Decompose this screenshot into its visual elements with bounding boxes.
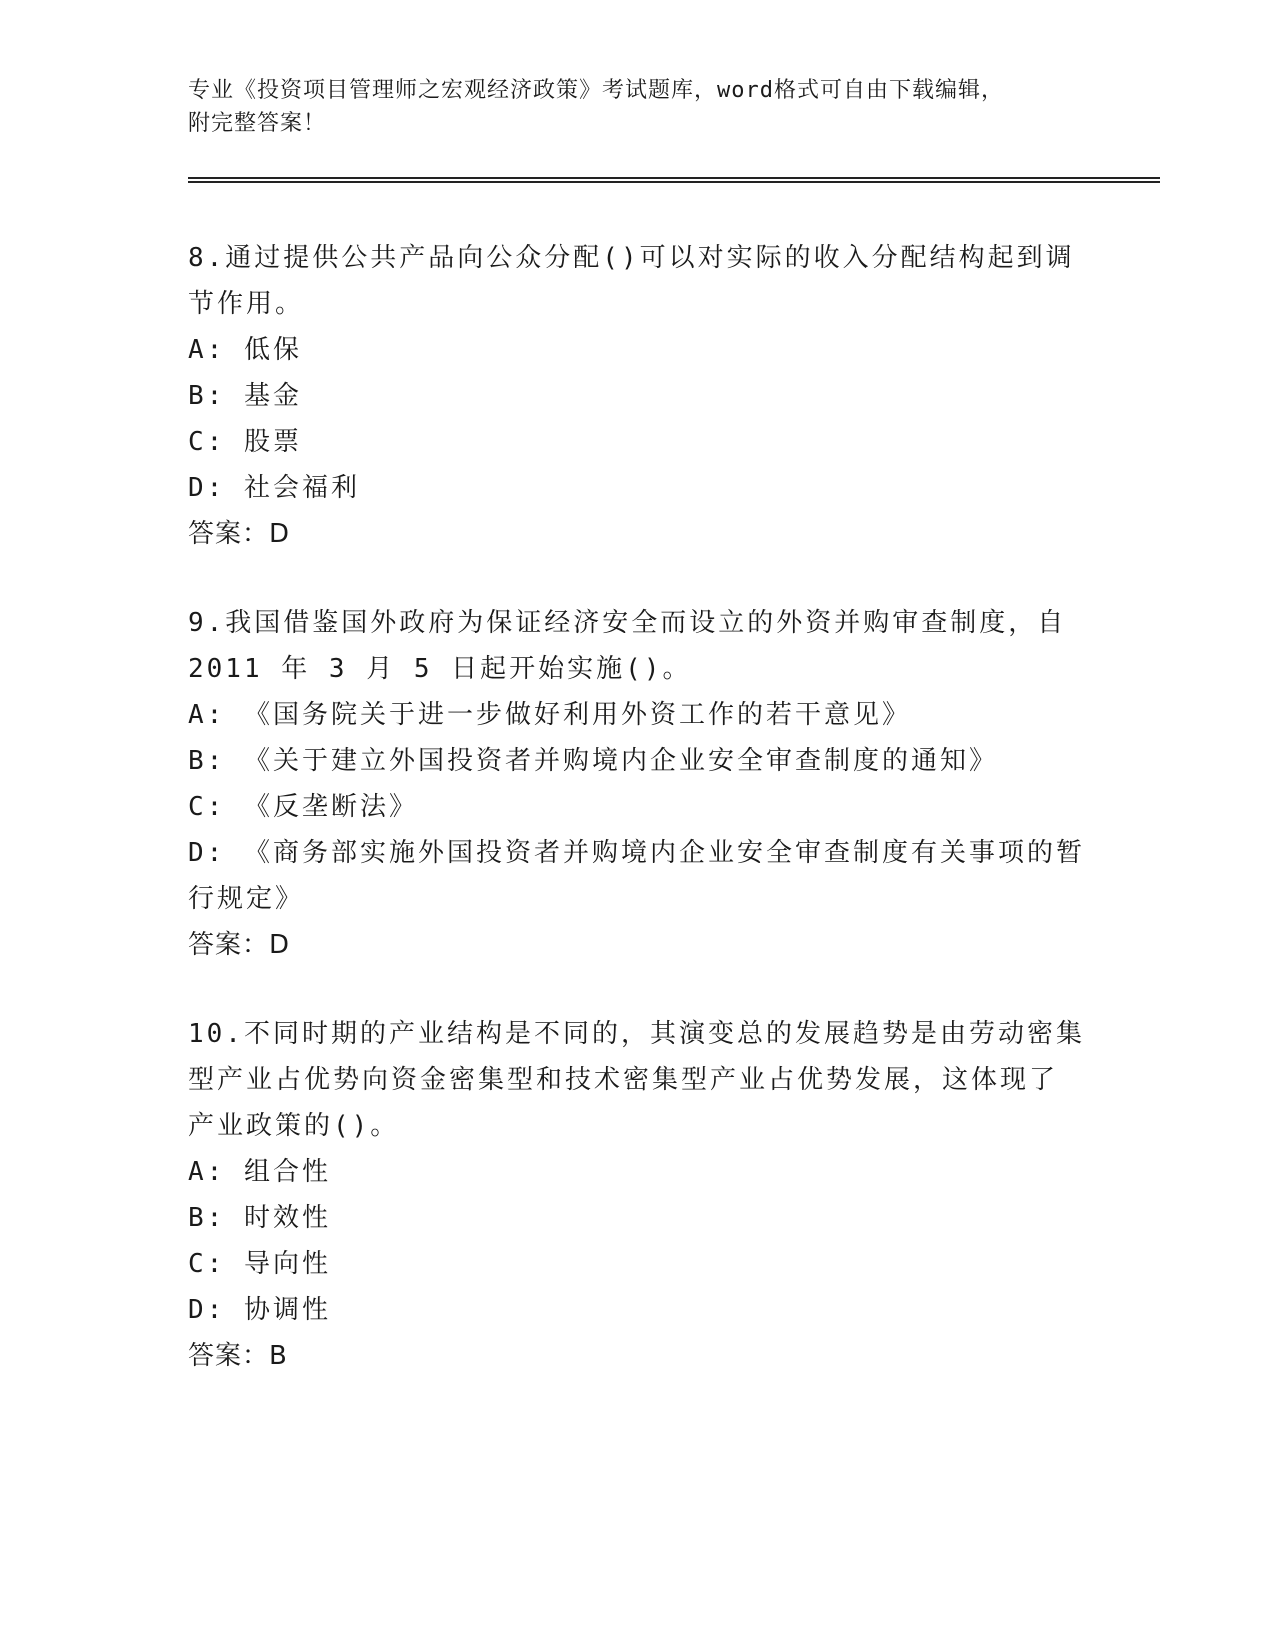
option-b: B: 基金 [188,381,302,411]
question-10 [188,1011,1088,1379]
answer-label: 答案：D [188,930,291,960]
document-header [188,74,1088,140]
question-stem-line: 10.不同时期的产业结构是不同的，其演变总的发展趋势是由劳动密集 [188,1019,1085,1049]
option-d-continued: 行规定》 [188,884,305,914]
header-divider [188,177,1160,183]
header-line-1: 专业《投资项目管理师之宏观经济政策》考试题库，word格式可自由下载编辑， [188,78,1004,103]
answer-label: 答案：B [188,1341,288,1371]
question-9 [188,600,1088,968]
option-d: D: 社会福利 [188,473,360,503]
option-c: C: 《反垄断法》 [188,792,418,822]
option-a: A: 《国务院关于进一步做好利用外资工作的若干意见》 [188,700,911,730]
header-line-2: 附完整答案！ [188,111,327,136]
option-d: D: 协调性 [188,1295,331,1325]
option-b: B: 《关于建立外国投资者并购境内企业安全审查制度的通知》 [188,746,998,776]
question-stem-line: 2011 年 3 月 5 日起开始实施()。 [188,654,692,684]
question-stem-line: 8.通过提供公共产品向公众分配()可以对实际的收入分配结构起到调 [188,243,1075,273]
option-d: D: 《商务部实施外国投资者并购境内企业安全审查制度有关事项的暂 [188,838,1085,868]
option-b: B: 时效性 [188,1203,331,1233]
option-a: A: 组合性 [188,1157,331,1187]
question-stem-line: 型产业占优势向资金密集型和技术密集型产业占优势发展，这体现了 [188,1065,1059,1095]
question-8 [188,235,1088,557]
option-c: C: 股票 [188,427,302,457]
answer-label: 答案：D [188,519,291,549]
question-stem-line: 节作用。 [188,289,305,319]
option-c: C: 导向性 [188,1249,331,1279]
question-stem-line: 产业政策的()。 [188,1111,400,1141]
question-stem-line: 9.我国借鉴国外政府为保证经济安全而设立的外资并购审查制度，自 [188,608,1067,638]
option-a: A: 低保 [188,335,302,365]
